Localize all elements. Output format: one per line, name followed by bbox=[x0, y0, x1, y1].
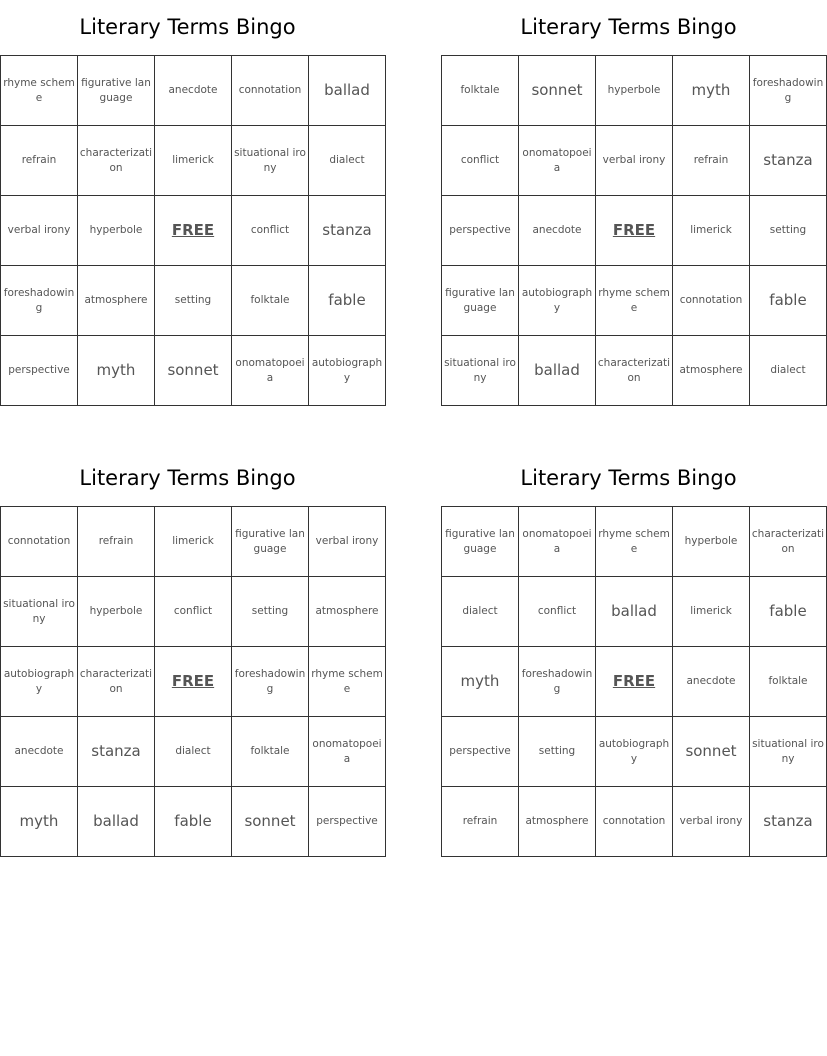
grid-row bbox=[442, 266, 827, 336]
bingo-cell: stanza bbox=[750, 787, 827, 857]
bingo-cell: fable bbox=[750, 577, 827, 647]
grid-row bbox=[1, 266, 386, 336]
bingo-cell: hyperbole bbox=[78, 196, 155, 266]
bingo-cell: anecdote bbox=[673, 647, 750, 717]
bingo-cell: ballad bbox=[309, 56, 386, 126]
bingo-cell: stanza bbox=[78, 717, 155, 787]
grid-row bbox=[1, 336, 386, 406]
bingo-cell: dialect bbox=[155, 717, 232, 787]
grid-row bbox=[442, 577, 827, 647]
bingo-card-2 bbox=[441, 0, 824, 406]
bingo-cell: fable bbox=[309, 266, 386, 336]
grid-row bbox=[442, 507, 827, 577]
bingo-cell: connotation bbox=[673, 266, 750, 336]
bingo-cell: verbal irony bbox=[309, 507, 386, 577]
grid-row bbox=[1, 126, 386, 196]
bingo-card-4 bbox=[441, 451, 825, 857]
bingo-cell: perspective bbox=[1, 336, 78, 406]
bingo-cell: fable bbox=[750, 266, 827, 336]
bingo-cell: sonnet bbox=[673, 717, 750, 787]
bingo-grid bbox=[0, 506, 386, 857]
bingo-cell: myth bbox=[1, 787, 78, 857]
bingo-card-3 bbox=[0, 451, 383, 857]
grid-row bbox=[442, 647, 827, 717]
bingo-cell: setting bbox=[519, 717, 596, 787]
bingo-cell: foreshadowing bbox=[1, 266, 78, 336]
bingo-cell: perspective bbox=[309, 787, 386, 857]
bingo-cell: setting bbox=[750, 196, 827, 266]
free-space: FREE bbox=[596, 196, 673, 266]
bingo-cell: conflict bbox=[442, 126, 519, 196]
bingo-cell: autobiography bbox=[1, 647, 78, 717]
bingo-cell: conflict bbox=[232, 196, 309, 266]
bingo-grid bbox=[441, 506, 827, 857]
bingo-cell: sonnet bbox=[519, 56, 596, 126]
bingo-cell: dialect bbox=[750, 336, 827, 406]
bingo-cell: limerick bbox=[673, 196, 750, 266]
bingo-cell: situational irony bbox=[442, 336, 519, 406]
bingo-cell: rhyme scheme bbox=[596, 507, 673, 577]
bingo-cell: dialect bbox=[442, 577, 519, 647]
grid-row bbox=[1, 196, 386, 266]
grid-row bbox=[1, 577, 386, 647]
bingo-cell: refrain bbox=[1, 126, 78, 196]
grid-row bbox=[1, 717, 386, 787]
bingo-cell: setting bbox=[232, 577, 309, 647]
bingo-cell: myth bbox=[442, 647, 519, 717]
bingo-cell: atmosphere bbox=[673, 336, 750, 406]
bingo-cell: atmosphere bbox=[309, 577, 386, 647]
bingo-cell: characterization bbox=[78, 126, 155, 196]
bingo-cell: verbal irony bbox=[596, 126, 673, 196]
bingo-cell: folktale bbox=[442, 56, 519, 126]
bingo-cell: limerick bbox=[673, 577, 750, 647]
bingo-cell: characterization bbox=[596, 336, 673, 406]
bingo-cell: refrain bbox=[78, 507, 155, 577]
bingo-cell: rhyme scheme bbox=[1, 56, 78, 126]
bingo-cell: fable bbox=[155, 787, 232, 857]
bingo-cell: autobiography bbox=[596, 717, 673, 787]
bingo-cell: ballad bbox=[596, 577, 673, 647]
bingo-cell: refrain bbox=[673, 126, 750, 196]
bingo-cell: onomatopoeia bbox=[519, 126, 596, 196]
bingo-cell: hyperbole bbox=[78, 577, 155, 647]
card-title: Literary Terms Bingo bbox=[520, 466, 737, 490]
free-space: FREE bbox=[155, 647, 232, 717]
bingo-cell: perspective bbox=[442, 717, 519, 787]
grid-row bbox=[1, 787, 386, 857]
bingo-cell: figurative language bbox=[232, 507, 309, 577]
bingo-cell: stanza bbox=[309, 196, 386, 266]
grid-row bbox=[1, 647, 386, 717]
bingo-cell: hyperbole bbox=[673, 507, 750, 577]
bingo-cell: onomatopoeia bbox=[232, 336, 309, 406]
bingo-cell: sonnet bbox=[155, 336, 232, 406]
bingo-cell: situational irony bbox=[750, 717, 827, 787]
grid-row bbox=[1, 507, 386, 577]
bingo-cell: myth bbox=[78, 336, 155, 406]
bingo-cell: conflict bbox=[519, 577, 596, 647]
bingo-cell: ballad bbox=[519, 336, 596, 406]
grid-row bbox=[442, 56, 827, 126]
bingo-grid bbox=[0, 55, 386, 406]
bingo-card-1 bbox=[0, 0, 383, 406]
bingo-cell: rhyme scheme bbox=[309, 647, 386, 717]
bingo-cell: hyperbole bbox=[596, 56, 673, 126]
bingo-cell: limerick bbox=[155, 507, 232, 577]
grid-row bbox=[442, 126, 827, 196]
bingo-cell: folktale bbox=[750, 647, 827, 717]
bingo-cell: foreshadowing bbox=[519, 647, 596, 717]
bingo-cell: onomatopoeia bbox=[309, 717, 386, 787]
bingo-cell: anecdote bbox=[155, 56, 232, 126]
bingo-cell: folktale bbox=[232, 717, 309, 787]
grid-row bbox=[1, 56, 386, 126]
bingo-cell: atmosphere bbox=[519, 787, 596, 857]
bingo-cell: anecdote bbox=[519, 196, 596, 266]
bingo-cell: connotation bbox=[232, 56, 309, 126]
bingo-cell: characterization bbox=[78, 647, 155, 717]
bingo-cell: foreshadowing bbox=[232, 647, 309, 717]
grid-row bbox=[442, 787, 827, 857]
bingo-cell: ballad bbox=[78, 787, 155, 857]
bingo-cell: limerick bbox=[155, 126, 232, 196]
bingo-cell: connotation bbox=[1, 507, 78, 577]
free-space: FREE bbox=[155, 196, 232, 266]
bingo-cell: perspective bbox=[442, 196, 519, 266]
bingo-cell: setting bbox=[155, 266, 232, 336]
bingo-cell: stanza bbox=[750, 126, 827, 196]
bingo-cell: verbal irony bbox=[1, 196, 78, 266]
bingo-cell: conflict bbox=[155, 577, 232, 647]
bingo-cell: refrain bbox=[442, 787, 519, 857]
bingo-cell: figurative language bbox=[442, 507, 519, 577]
bingo-cell: onomatopoeia bbox=[519, 507, 596, 577]
bingo-cell: figurative language bbox=[78, 56, 155, 126]
bingo-cell: sonnet bbox=[232, 787, 309, 857]
bingo-cell: rhyme scheme bbox=[596, 266, 673, 336]
bingo-cell: anecdote bbox=[1, 717, 78, 787]
card-title: Literary Terms Bingo bbox=[79, 466, 296, 490]
free-space: FREE bbox=[596, 647, 673, 717]
grid-row bbox=[442, 717, 827, 787]
bingo-cell: atmosphere bbox=[78, 266, 155, 336]
bingo-cell: autobiography bbox=[309, 336, 386, 406]
bingo-grid bbox=[441, 55, 827, 406]
grid-row bbox=[442, 336, 827, 406]
bingo-cell: characterization bbox=[750, 507, 827, 577]
card-title: Literary Terms Bingo bbox=[520, 15, 737, 39]
bingo-cell: verbal irony bbox=[673, 787, 750, 857]
bingo-cell: situational irony bbox=[232, 126, 309, 196]
card-title: Literary Terms Bingo bbox=[79, 15, 296, 39]
bingo-cell: situational irony bbox=[1, 577, 78, 647]
bingo-cell: autobiography bbox=[519, 266, 596, 336]
bingo-cell: folktale bbox=[232, 266, 309, 336]
grid-row bbox=[442, 196, 827, 266]
bingo-cell: myth bbox=[673, 56, 750, 126]
bingo-cell: dialect bbox=[309, 126, 386, 196]
bingo-cell: foreshadowing bbox=[750, 56, 827, 126]
bingo-cell: connotation bbox=[596, 787, 673, 857]
bingo-cell: figurative language bbox=[442, 266, 519, 336]
